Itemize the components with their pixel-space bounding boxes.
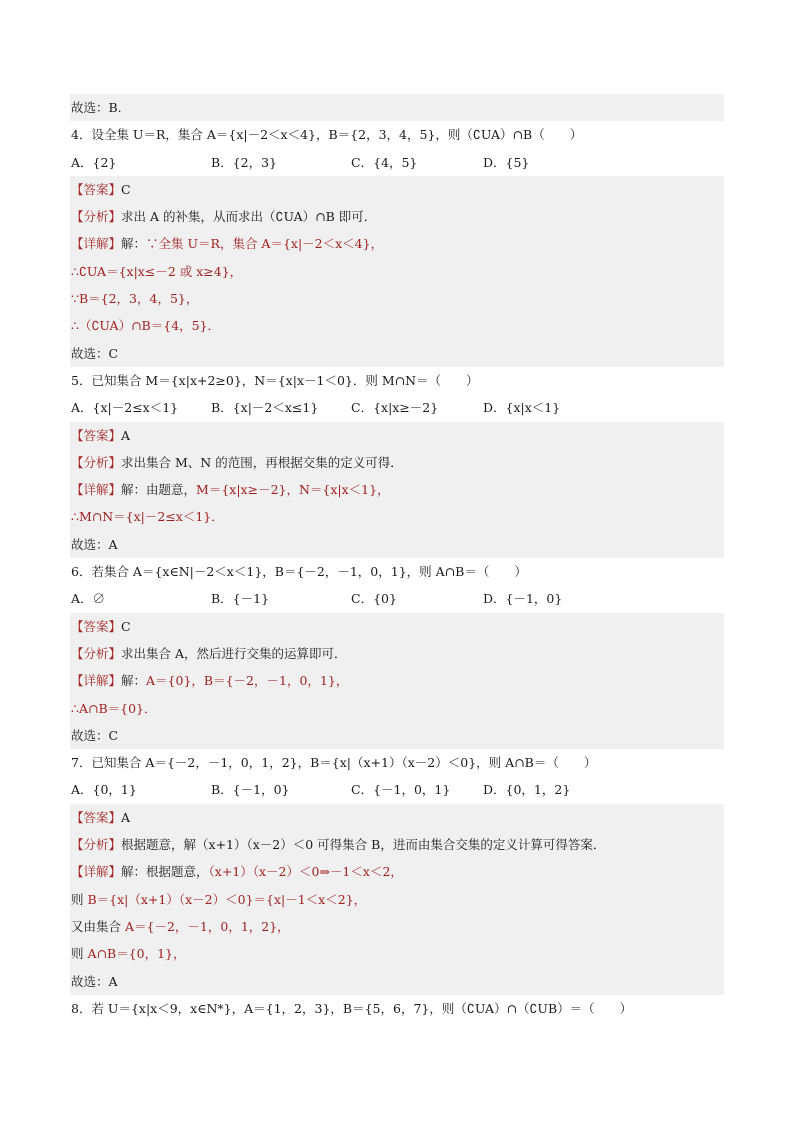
q7-solution <box>70 858 724 885</box>
q4-choice <box>70 340 724 367</box>
option-a: A．{2} <box>71 154 117 170</box>
analysis-label: 【分析】 <box>71 837 122 853</box>
question-text: 4．设全集 U＝R，集合 A＝{x|－2＜x＜4}，B＝{2，3，4，5}，则（∁UA）∩B（ ） <box>71 127 583 143</box>
q3-choice <box>70 94 724 121</box>
question-text: 6．若集合 A＝{x∈N|－2＜x＜1}，B＝{－2，－1，0，1}，则 A∩B＝（ ） <box>71 564 527 580</box>
solution-text: 解： <box>121 236 147 252</box>
solution-formula: ∴∁UA＝{x|x≤－2 或 x≥4}， <box>71 263 243 279</box>
solution-formula: B＝{x|（x+1）（x－2）＜0}＝{x|－1＜x＜2}， <box>87 891 367 907</box>
solution-text: 则 <box>71 891 88 907</box>
option-c: C．{－1，0，1} <box>351 782 451 798</box>
answer-label: 【答案】 <box>71 618 122 634</box>
answer-value: A <box>121 427 131 443</box>
analysis-text: 根据题意，解（x+1）（x－2）＜0 可得集合 B，进而由集合交集的定义计算可得答案． <box>121 837 606 853</box>
q5-step-1 <box>70 503 724 530</box>
analysis-text: 求出集合 M、N 的范围，再根据交集的定义可得． <box>121 454 403 470</box>
q6-options <box>70 585 724 612</box>
q4-stem <box>70 121 724 148</box>
option-c: C．{x|x≥－2} <box>351 400 439 416</box>
solution-label: 【详解】 <box>71 482 122 498</box>
q6-step-1 <box>70 695 724 722</box>
answer-value: C <box>121 618 131 634</box>
solution-text: 解： <box>121 673 147 689</box>
q6-choice <box>70 722 724 749</box>
solution-formula: A∩B＝{0，1}， <box>87 946 186 962</box>
answer-value: A <box>121 809 131 825</box>
q5-analysis <box>70 449 724 476</box>
analysis-label: 【分析】 <box>71 645 122 661</box>
solution-formula: ∴M∩N＝{x|－2≤x＜1}． <box>71 509 224 525</box>
q7-options <box>70 776 724 803</box>
solution-text: 解：根据题意， <box>121 864 209 880</box>
solution-formula: A＝{0}，B＝{－2，－1，0，1}， <box>146 673 349 689</box>
analysis-label: 【分析】 <box>71 209 122 225</box>
solution-text: 则 <box>71 946 88 962</box>
solution-formula: （x+1）（x－2）＜0⇒－1＜x＜2， <box>208 864 403 880</box>
analysis-label: 【分析】 <box>71 454 122 470</box>
choice-text: 故选：C <box>71 345 119 361</box>
q4-step-3 <box>70 312 724 339</box>
q5-stem <box>70 367 724 394</box>
solution-label: 【详解】 <box>71 673 122 689</box>
choice-text: 故选：A <box>71 536 118 552</box>
q6-answer <box>70 613 724 640</box>
solution-formula: A＝{－2，－1，0，1，2}， <box>124 918 290 934</box>
option-b: B．{2，3} <box>211 154 277 170</box>
analysis-text: 求出 A 的补集，从而求出（∁UA）∩B 即可． <box>121 209 377 225</box>
q4-answer <box>70 176 724 203</box>
answer-label: 【答案】 <box>71 427 122 443</box>
option-d: D．{0，1，2} <box>483 782 571 798</box>
q6-analysis <box>70 640 724 667</box>
q4-step-1 <box>70 258 724 285</box>
q6-solution <box>70 667 724 694</box>
q4-solution <box>70 230 724 257</box>
option-d: D．{x|x＜1} <box>483 400 561 416</box>
option-d: D．{－1，0} <box>483 591 563 607</box>
option-a: A．{0，1} <box>71 782 137 798</box>
document-page <box>70 94 724 1022</box>
q5-answer <box>70 422 724 449</box>
option-a: A．∅ <box>71 591 106 607</box>
q5-solution <box>70 476 724 503</box>
option-d: D．{5} <box>483 154 530 170</box>
q7-step-3 <box>70 940 724 967</box>
q5-options <box>70 394 724 421</box>
q5-choice <box>70 531 724 558</box>
q7-choice <box>70 968 724 995</box>
choice-text: 故选：B. <box>71 100 122 115</box>
q7-stem <box>70 749 724 776</box>
q4-analysis <box>70 203 724 230</box>
q7-analysis <box>70 831 724 858</box>
solution-formula: ∴A∩B＝{0}． <box>71 700 157 716</box>
question-text: 5．已知集合 M＝{x|x+2≥0}，N＝{x|x－1＜0}．则 M∩N＝（ ） <box>71 372 479 388</box>
solution-formula: M＝{x|x≥－2}，N＝{x|x＜1}， <box>196 482 390 498</box>
answer-value: C <box>121 181 131 197</box>
q4-step-2 <box>70 285 724 312</box>
option-b: B．{－1，0} <box>211 782 290 798</box>
solution-text: 又由集合 <box>71 918 125 934</box>
option-b: B．{－1} <box>211 591 270 607</box>
q8-stem <box>70 995 724 1022</box>
choice-text: 故选：C <box>71 727 119 743</box>
solution-formula: ∴（∁UA）∩B＝{4，5}． <box>71 318 221 334</box>
solution-label: 【详解】 <box>71 236 122 252</box>
solution-text: 解：由题意， <box>121 482 197 498</box>
answer-label: 【答案】 <box>71 809 122 825</box>
q4-options <box>70 149 724 176</box>
option-c: C．{0} <box>351 591 397 607</box>
solution-label: 【详解】 <box>71 864 122 880</box>
analysis-text: 求出集合 A，然后进行交集的运算即可． <box>121 645 347 661</box>
solution-formula: ∵B＝{2，3，4，5}， <box>71 291 199 307</box>
solution-formula: ∵全集 U＝R，集合 A＝{x|－2＜x＜4}， <box>146 236 384 252</box>
question-text: 7．已知集合 A＝{－2，－1，0，1，2}，B＝{x|（x+1）（x－2）＜0}，则 A∩B＝（ ） <box>71 755 597 771</box>
option-b: B．{x|－2＜x≤1} <box>211 400 319 416</box>
q7-answer <box>70 804 724 831</box>
q7-step-1 <box>70 886 724 913</box>
option-c: C．{4，5} <box>351 154 418 170</box>
option-a: A．{x|－2≤x＜1} <box>71 400 179 416</box>
q7-step-2 <box>70 913 724 940</box>
answer-label: 【答案】 <box>71 181 122 197</box>
choice-text: 故选：A <box>71 973 118 989</box>
q6-stem <box>70 558 724 585</box>
question-text: 8．若 U＝{x|x＜9，x∈N*}，A＝{1，2，3}，B＝{5，6，7}，则（∁UA）∩（∁UB）＝（ ） <box>71 1000 633 1016</box>
